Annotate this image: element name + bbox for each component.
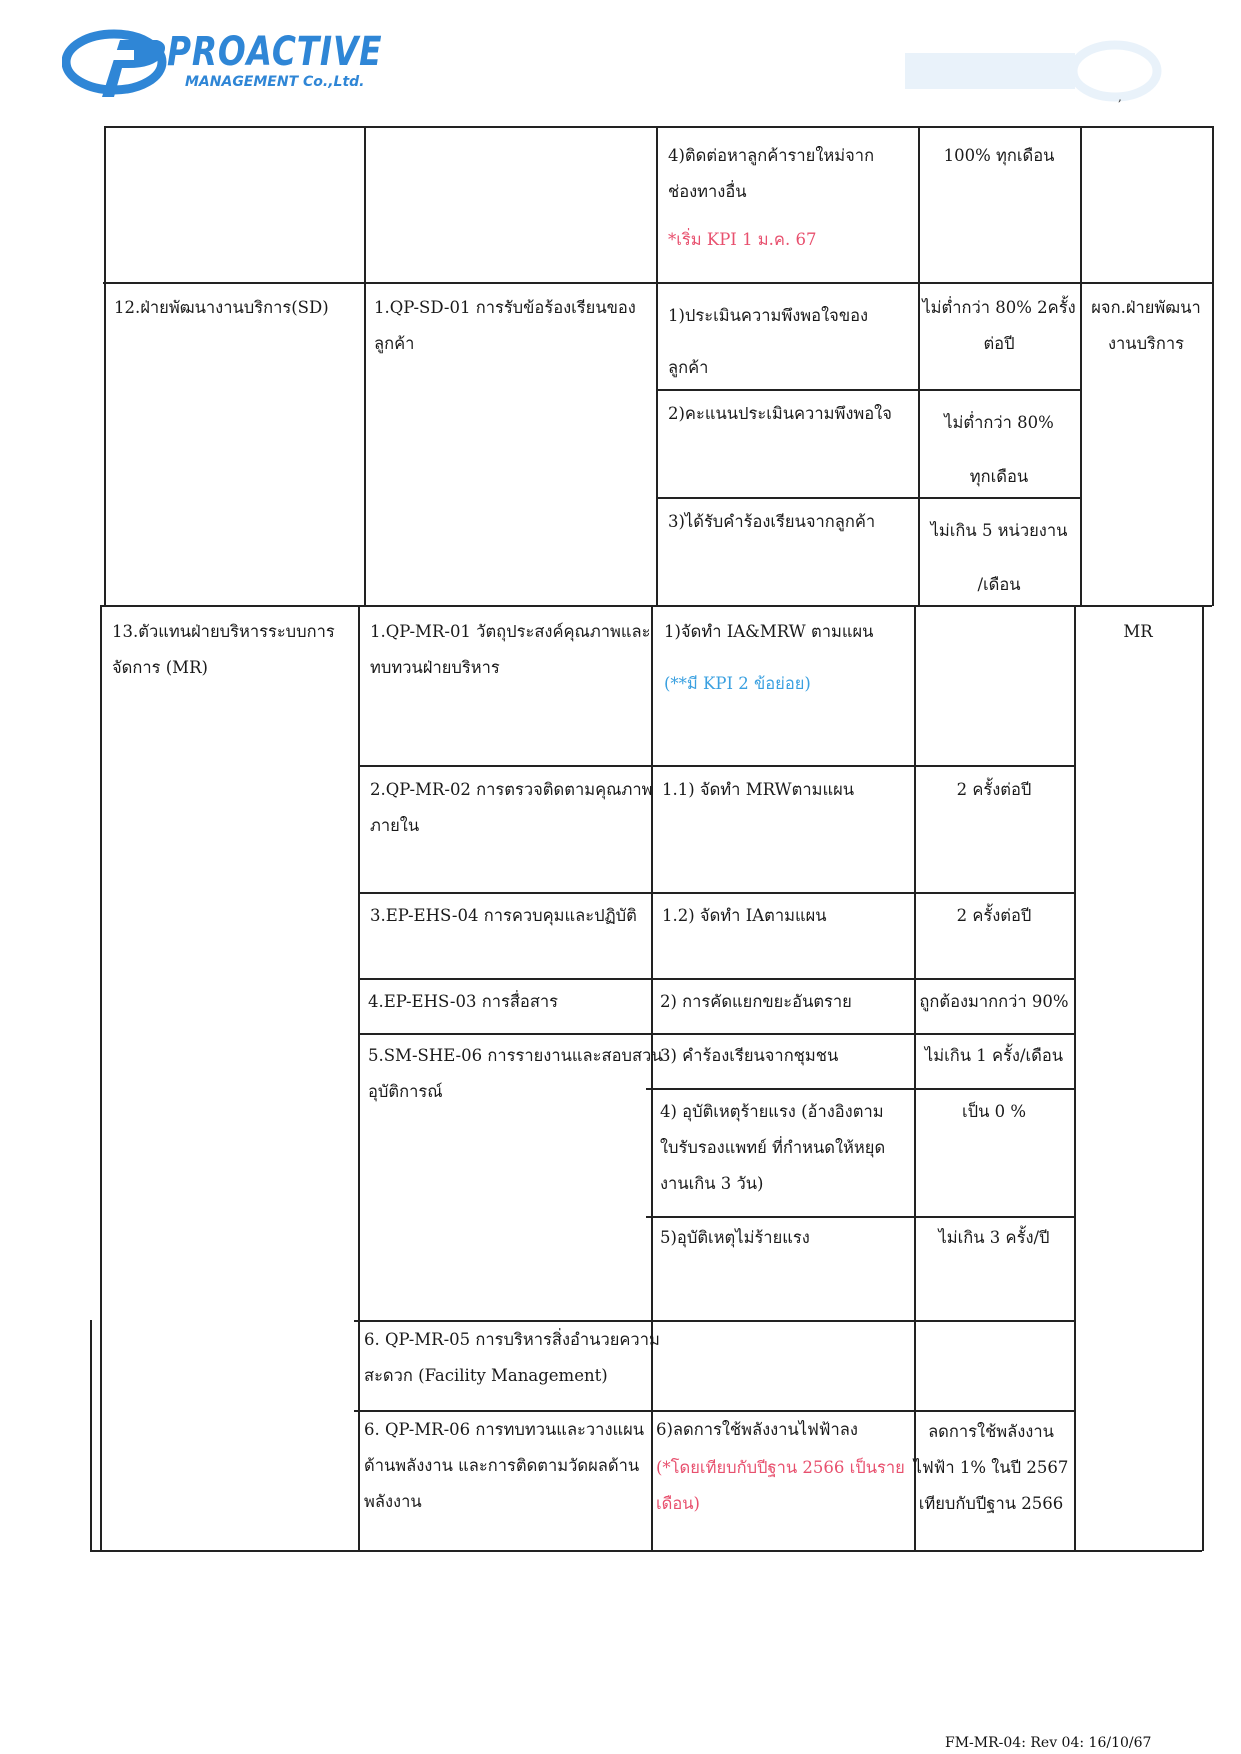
kpi-target: ลดการใช้พลังงาน ไฟฟ้า 1% ในปี 2567 เทียบกับปีฐาน 2566 xyxy=(913,1422,1069,1513)
kpi-target: ไม่เกิน 3 ครั้ง/ปี xyxy=(938,1228,1050,1247)
procedure-text: 5.SM-SHE-06 การรายงานและสอบสวน อุบัติการณ์ xyxy=(368,1046,663,1101)
department-name: 13.ตัวแทนฝ่ายบริหารระบบการ จัดการ (MR) xyxy=(112,622,335,677)
department-name: 12.ฝ่ายพัฒนางานบริการ(SD) xyxy=(114,298,329,317)
procedure-text: 4.EP-EHS-03 การสื่อสาร xyxy=(368,992,559,1011)
kpi-text: 1)จัดทำ IA&MRW ตามแผน (**มี KPI 2 ข้อย่อย) xyxy=(664,614,873,702)
kpi-text: 1.2) จัดทำ IAตามแผน xyxy=(662,906,827,925)
kpi-target: ไม่ต่ำกว่า 80% 2ครั้ง ต่อปี xyxy=(922,298,1076,353)
stray-mark: , xyxy=(1118,90,1122,104)
kpi-note: เดือน) xyxy=(656,1494,700,1513)
kpi-text: 6)ลดการใช้พลังงานไฟฟ้าลง (*โดยเทียบกับปีฐาน 2566 เป็นราย เดือน) xyxy=(656,1412,905,1522)
kpi-target: ถูกต้องมากกว่า 90% xyxy=(919,992,1069,1011)
kpi-text: 2)คะแนนประเมินความพึงพอใจ xyxy=(668,404,892,423)
responsible-person: ผจก.ฝ่ายพัฒนา งานบริการ xyxy=(1091,298,1201,353)
kpi-note: (*โดยเทียบกับปีฐาน 2566 เป็นราย xyxy=(656,1458,905,1477)
procedure-text: 6. QP-MR-05 การบริหารสิ่งอำนวยความ สะดวก (Facility Management) xyxy=(364,1330,660,1385)
procedure-text: 1.QP-SD-01 การรับข้อร้องเรียนของ ลูกค้า xyxy=(374,298,636,353)
kpi-text: 1)ประเมินความพึงพอใจของ ลูกค้า xyxy=(668,306,869,377)
kpi-target: 2 ครั้งต่อปี xyxy=(956,780,1032,799)
procedure-text: 2.QP-MR-02 การตรวจติดตามคุณภาพ ภายใน xyxy=(370,780,653,835)
logo-company-name: PROACTIVE xyxy=(167,29,383,75)
logo-swoosh-icon xyxy=(62,22,172,102)
logo-company-sub: MANAGEMENT Co.,Ltd. xyxy=(185,74,365,90)
company-logo xyxy=(62,22,383,102)
kpi-target: 2 ครั้งต่อปี xyxy=(956,906,1032,925)
procedure-text: 1.QP-MR-01 วัตถุประสงค์คุณภาพและ ทบทวนฝ่ายบริหาร xyxy=(370,622,651,677)
kpi-text: 1.1) จัดทำ MRWตามแผน xyxy=(662,780,855,799)
procedure-text: 3.EP-EHS-04 การควบคุมและปฏิบัติ xyxy=(370,906,637,925)
kpi-text: 3) คำร้องเรียนจากชุมชน xyxy=(660,1046,839,1065)
responsible-person: MR xyxy=(1123,622,1153,641)
kpi-text: 4)ติดต่อหาลูกค้ารายใหม่จาก ช่องทางอื่น *เริ่ม KPI 1 ม.ค. 67 xyxy=(668,138,874,258)
form-code: FM-MR-04: Rev 04: 16/10/67 xyxy=(945,1735,1152,1751)
kpi-target: ไม่ต่ำกว่า 80% ทุกเดือน xyxy=(944,413,1054,486)
kpi-note: *เริ่ม KPI 1 ม.ค. 67 xyxy=(668,230,817,249)
kpi-text: 3)ได้รับคำร้องเรียนจากลูกค้า xyxy=(668,512,876,531)
kpi-text: 4) อุบัติเหตุร้ายแรง (อ้างอิงตาม ใบรับรองแพทย์ ที่กำหนดให้หยุด งานเกิน 3 วัน) xyxy=(660,1102,886,1193)
kpi-text: 5)อุบัติเหตุไม่ร้ายแรง xyxy=(660,1228,810,1247)
watermark-logo-icon xyxy=(895,35,1175,110)
kpi-target: ไม่เกิน 1 ครั้ง/เดือน xyxy=(924,1046,1064,1065)
kpi-target: ไม่เกิน 5 หน่วยงาน /เดือน xyxy=(930,521,1068,594)
kpi-text: 2) การคัดแยกขยะอันตราย xyxy=(660,992,852,1011)
kpi-target: 100% ทุกเดือน xyxy=(943,146,1055,165)
watermark-logo xyxy=(895,35,1175,110)
kpi-target: เป็น 0 % xyxy=(961,1102,1027,1121)
kpi-note: (**มี KPI 2 ข้อย่อย) xyxy=(664,674,811,693)
procedure-text: 6. QP-MR-06 การทบทวนและวางแผน ด้านพลังงาน และการติดตามวัดผลด้าน พลังงาน xyxy=(364,1420,645,1511)
